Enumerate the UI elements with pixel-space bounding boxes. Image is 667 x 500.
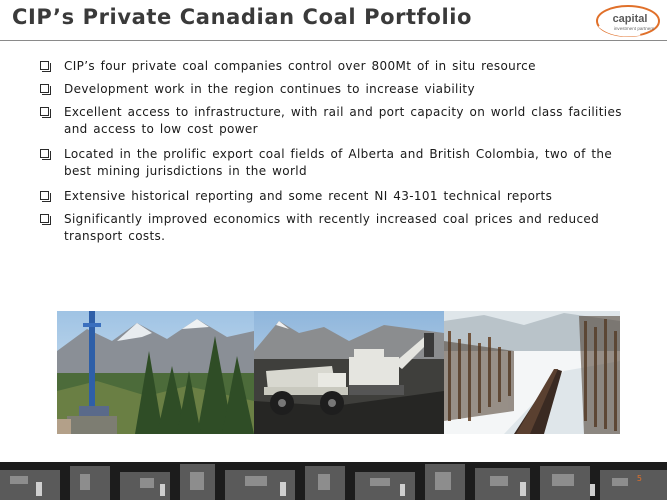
bullet-text: CIP’s four private coal companies control over 800Mt of in situ resource <box>64 59 536 73</box>
bullet-text: Development work in the region continues to increase viability <box>64 82 475 96</box>
footer-band <box>0 462 667 500</box>
checkbox-bullet-icon <box>40 191 49 200</box>
bullet-text: Significantly improved economics with recently increased coal prices and reduced transport costs. <box>64 212 600 243</box>
coal-train-snow-photo <box>444 311 620 434</box>
checkbox-bullet-icon <box>40 61 49 70</box>
photo-strip <box>57 311 620 434</box>
haul-truck-shovel-photo <box>254 311 444 434</box>
capital-logo-icon <box>594 3 662 39</box>
company-logo <box>594 3 662 39</box>
bullet-text: Extensive historical reporting and some recent NI 43-101 technical reports <box>64 189 553 203</box>
bullet-list <box>40 58 628 253</box>
title-divider <box>0 40 667 41</box>
footer-image-strip-icon <box>0 462 667 500</box>
page-number: 5 <box>636 474 642 483</box>
bullet-item <box>40 58 628 75</box>
bullet-item <box>40 211 628 245</box>
bullet-text: Located in the prolific export coal fields of Alberta and British Colombia, two of the best mining jurisdictions in the world <box>64 147 613 178</box>
checkbox-bullet-icon <box>40 84 49 93</box>
bullet-item <box>40 81 628 98</box>
bullet-text: Excellent access to infrastructure, with rail and port capacity on world class facilities and access to low cost power <box>64 105 622 136</box>
bullet-item <box>40 104 628 138</box>
checkbox-bullet-icon <box>40 107 49 116</box>
bullet-item <box>40 188 628 205</box>
checkbox-bullet-icon <box>40 214 49 223</box>
page-title: CIP’s Private Canadian Coal Portfolio <box>12 5 473 29</box>
bullet-item <box>40 146 628 180</box>
drill-rig-mountain-photo <box>57 311 254 434</box>
logo-name: capital <box>612 13 648 25</box>
logo-tagline: investment partners <box>613 26 655 31</box>
checkbox-bullet-icon <box>40 149 49 158</box>
